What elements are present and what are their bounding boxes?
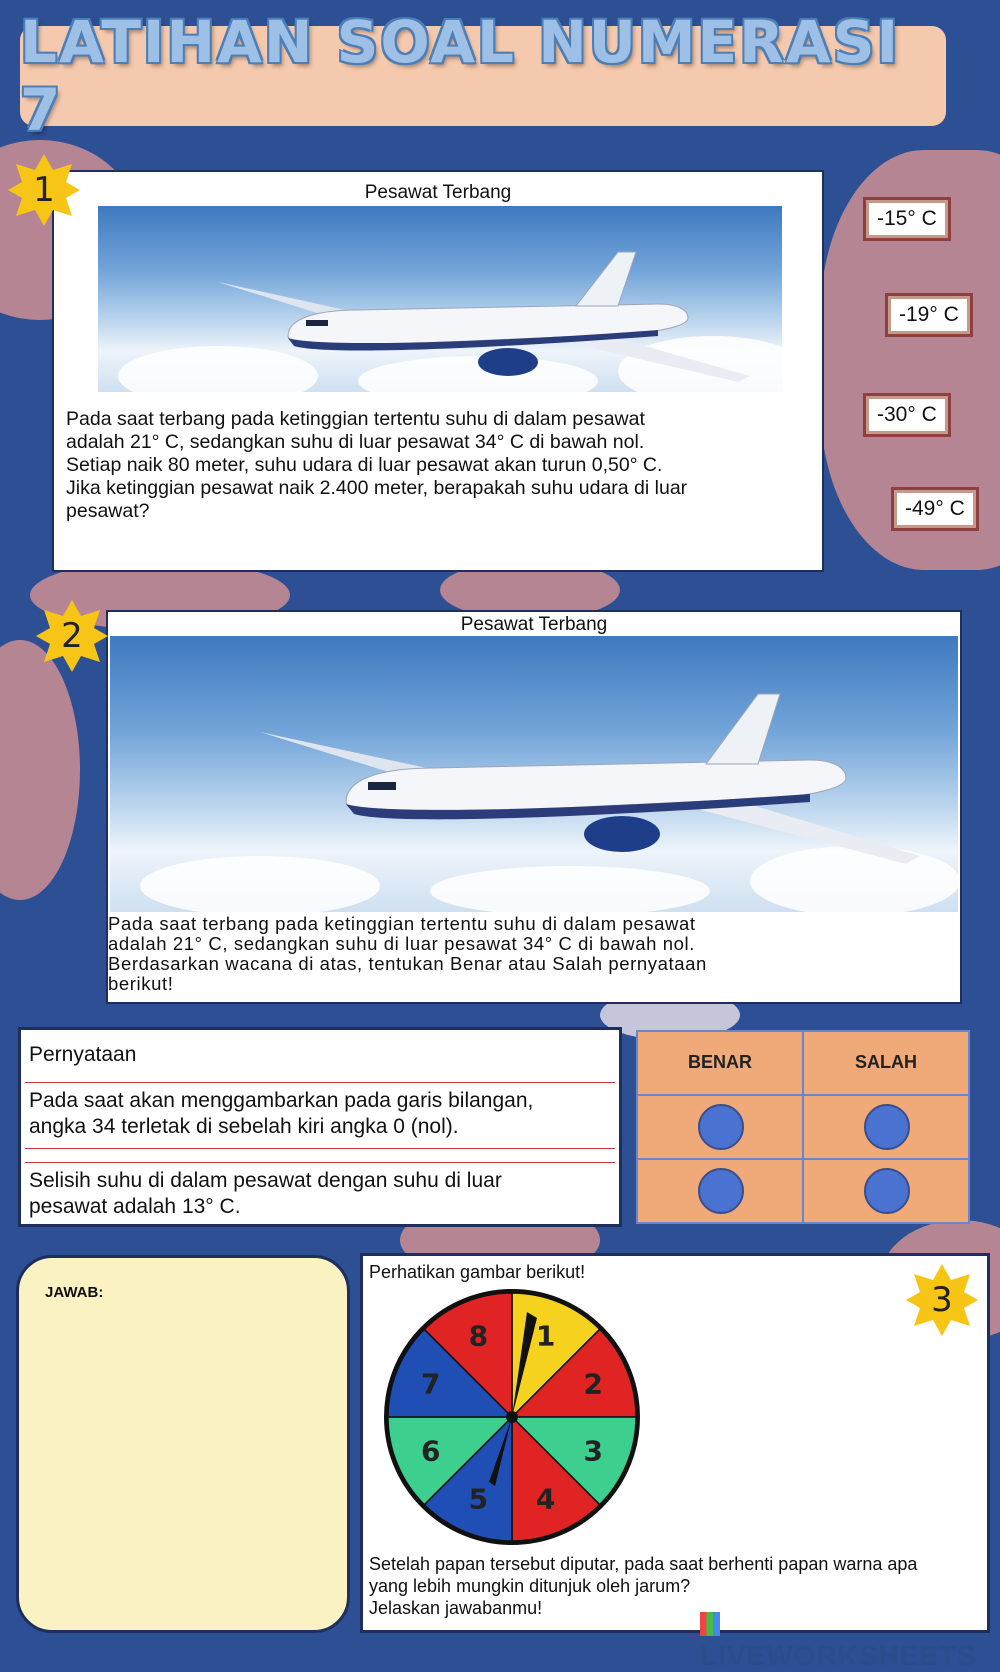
question-3-line: Jelaskan jawabanmu! [369,1598,543,1618]
table-divider [25,1082,615,1083]
liveworksheets-logo-icon [700,1612,720,1636]
liveworksheets-logo [700,1608,1000,1672]
answer-box [16,1255,350,1633]
airplane-icon [98,206,782,392]
question-2-panel [106,610,962,1004]
title-bar [20,8,946,144]
statement-2-salah-radio[interactable] [864,1168,910,1214]
answer-option[interactable]: -15° C [866,200,948,238]
wheel-number: 5 [468,1482,489,1516]
question-2-line: adalah 21° C, sedangkan suhu di luar pesawat 34° C di bawah nol. [108,933,695,954]
question-1-line: Pada saat terbang pada ketinggian tertentu suhu di dalam pesawat [66,408,645,430]
question-number-badge [6,152,82,228]
table-divider [25,1162,615,1163]
salah-header: SALAH [855,1052,917,1072]
question-1-line: Setiap naik 80 meter, suhu udara di luar pesawat akan turun 0,50° C. [66,454,663,476]
airplane-icon [110,636,958,912]
statement-header: Pernyataan [29,1043,137,1066]
wheel-number: 8 [468,1319,489,1353]
wheel-number: 2 [583,1367,604,1401]
bg-blob [0,640,80,900]
question-3-line: yang lebih mungkin ditunjuk oleh jarum? [369,1576,691,1596]
question-2-line: Pada saat terbang pada ketinggian tertentu suhu di dalam pesawat [108,913,696,934]
spinner-wheel [377,1282,647,1552]
question-3-intro: Perhatikan gambar berikut! [369,1262,586,1282]
question-2-text [108,914,707,994]
page-title: LATIHAN SOAL NUMERASI 7 [20,8,901,144]
statement-table [18,1027,622,1227]
question-3-line: Setelah papan tersebut diputar, pada saat berhenti papan warna apa [369,1554,918,1574]
question-number: 3 [931,1280,953,1320]
benar-header: BENAR [687,1052,752,1072]
statement-line: Pada saat akan menggambarkan pada garis bilangan, [29,1089,534,1112]
question-2-image-title: Pesawat Terbang [460,614,608,635]
question-1-image-title: Pesawat Terbang [364,182,512,203]
answer-option[interactable]: -49° C [894,490,976,528]
question-1-line: adalah 21° C, sedangkan suhu di luar pesawat 34° C di bawah nol. [66,431,645,453]
answer-option[interactable]: -19° C [888,296,970,334]
table-divider [25,1148,615,1149]
statement-line: angka 34 terletak di sebelah kiri angka 0 (nol). [29,1115,459,1138]
statement-line: pesawat adalah 13° C. [29,1195,241,1218]
answer-option[interactable]: -30° C [866,396,948,434]
grid-line [638,1094,968,1096]
question-3-panel [360,1253,990,1633]
statement-2 [29,1168,613,1220]
wheel-number: 4 [535,1482,556,1516]
brand-text: LIVEWORKSHEETS [700,1640,977,1671]
question-number: 2 [61,616,83,656]
question-2-line: Berdasarkan wacana di atas, tentukan Benar atau Salah pernyataan [108,953,707,974]
wheel-number: 7 [420,1367,441,1401]
statement-2-benar-radio[interactable] [698,1168,744,1214]
statement-1 [29,1088,613,1140]
grid-line [638,1158,968,1160]
question-number-badge [904,1262,980,1338]
question-number: 1 [33,170,55,210]
airplane-photo [110,636,958,912]
true-false-grid [636,1030,970,1224]
answer-label: JAWAB: [45,1284,104,1301]
question-number-badge [34,598,110,674]
question-1-text [66,408,687,523]
statement-1-benar-radio[interactable] [698,1104,744,1150]
statement-line: Selisih suhu di dalam pesawat dengan suhu di luar [29,1169,502,1192]
question-2-line: berikut! [108,973,174,994]
wheel-number: 6 [420,1434,441,1468]
airplane-photo [98,206,782,392]
statement-1-salah-radio[interactable] [864,1104,910,1150]
question-1-panel [52,170,824,572]
wheel-number: 1 [535,1319,556,1353]
question-1-line: Jika ketinggian pesawat naik 2.400 meter, berapakah suhu udara di luar [66,477,688,499]
answer-input[interactable] [41,1314,329,1618]
question-1-line: pesawat? [66,500,150,522]
wheel-number: 3 [583,1434,604,1468]
